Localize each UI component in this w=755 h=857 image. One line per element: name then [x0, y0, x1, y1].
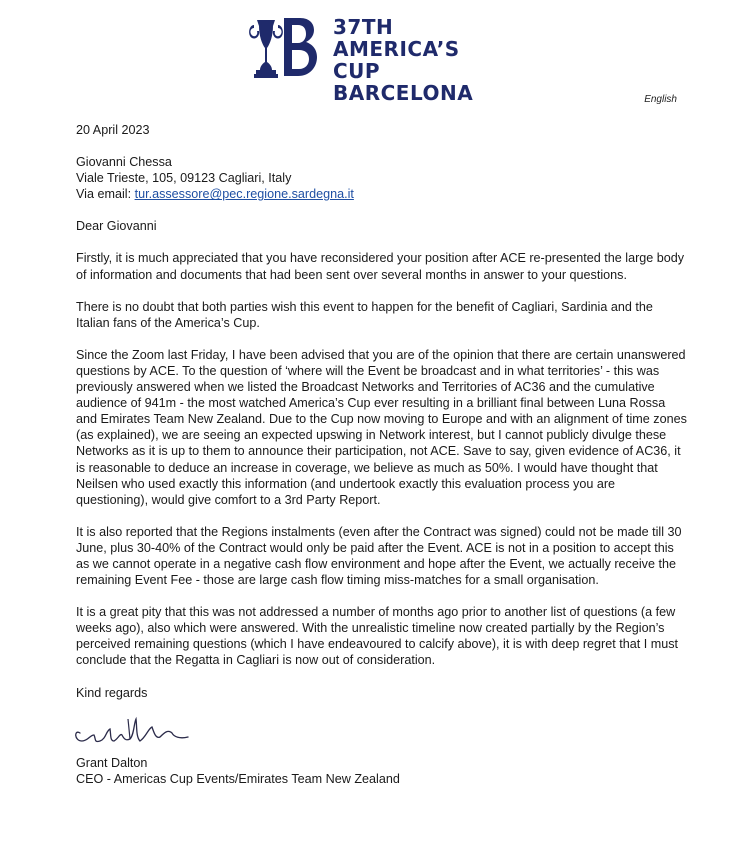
- recipient-block: [76, 154, 688, 202]
- logo-wordmark: [333, 16, 508, 104]
- closing: Kind regards: [76, 685, 148, 700]
- letter-date: 20 April 2023: [76, 123, 150, 137]
- language-label: English: [644, 94, 677, 105]
- paragraph-3: Since the Zoom last Friday, I have been advised that you are of the opinion that there are certain unanswered questions by ACE. To the question of ‘where will the Event be broadcast and in what territories’ - this was previously answered when we listed the Broadcast Networks and Territories of AC36 and the cumulative audience of 941m - the most watched America’s Cup ever resulting in a brilliant final between Luna Rossa and Emirates Team New Zealand. Due to the Cup now moving to Europe and with an alignment of time zones (as explained), we are seeing an expected upswing in Network interest, but I cannot publicly divulge these Networks as it is up to them to announce their participation, not ACE. Save to say, given evidence of AC36, it is reasonable to deduce an increase in coverage, we believe as much as 50%. I would have thought that Neilsen who used exactly this information (and undertook exactly this evaluation process you are questioning), would give comfort to a 3rd Party Report.: [76, 347, 687, 507]
- logo-line-city: BARCELONA: [333, 81, 474, 105]
- signatory-title: CEO - Americas Cup Events/Emirates Team New Zealand: [76, 771, 400, 786]
- letter-body: [76, 122, 688, 787]
- via-email-label: Via email:: [76, 187, 135, 202]
- trophy-b-logo-icon: [248, 14, 320, 84]
- recipient-address: Viale Trieste, 105, 09123 Cagliari, Italy: [76, 171, 292, 186]
- americas-cup-logo: [248, 14, 508, 105]
- salutation: Dear Giovanni: [76, 219, 157, 234]
- logo-line-edition: 37TH: [333, 15, 394, 39]
- signatory-name: Grant Dalton: [76, 755, 148, 770]
- paragraph-2: There is no doubt that both parties wish this event to happen for the benefit of Cagliari, Sardinia and the Italian fans of the America’s Cup.: [76, 299, 653, 330]
- logo-line-event: AMERICA’S CUP: [333, 37, 460, 83]
- recipient-email-line: [76, 186, 688, 202]
- paragraph-5: It is a great pity that this was not addressed a number of months ago prior to another list of questions (a few weeks ago), also which were answered. With the unrealistic timeline now created partially by the Region’s perceived remaining questions (which I have endeavoured to calcify above), it is with deep regret that I must conclude that the Regatta in Cagliari is now out of consideration.: [76, 605, 679, 668]
- recipient-email-link[interactable]: tur.assessore@pec.regione.sardegna.it: [134, 187, 354, 202]
- paragraph-1: Firstly, it is much appreciated that you have reconsidered your position after ACE re-presented the large body of information and documents that had been sent over several months in answer to your questions.: [76, 251, 685, 282]
- paragraph-4: It is also reported that the Regions instalments (even after the Contract was signed) could not be made till 30 June, plus 30-40% of the Contract would only be paid after the Event. ACE is not in a position to accept this as we cannot operate in a negative cash flow environment and hope after the Event, we actually receive the remaining Event Fee - those are large cash flow timing miss-matches for a small organisation.: [76, 524, 682, 588]
- recipient-name: Giovanni Chessa: [76, 155, 172, 170]
- handwritten-signature: [70, 711, 200, 751]
